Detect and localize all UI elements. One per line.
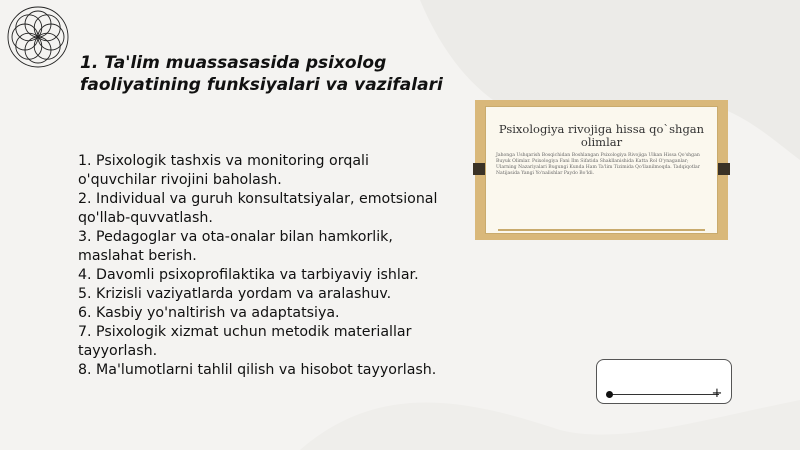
thumbnail-right-tab xyxy=(718,163,730,175)
plus-cross-icon[interactable]: + xyxy=(711,386,723,401)
audio-progress-knob[interactable] xyxy=(606,391,613,398)
thumbnail-paper xyxy=(485,106,718,234)
slide-title: 1. Ta'lim muassasasida psixolog faoliyatining funksiyalari va vazifalari xyxy=(80,53,443,95)
list-item: 1. Psixologik tashxis va monitoring orqali o'quvchilar rivojini baholash. xyxy=(78,153,369,188)
thumbnail-strip xyxy=(498,229,705,231)
function-list xyxy=(78,152,438,380)
audio-progress-track[interactable] xyxy=(609,394,719,395)
list-item: 2. Individual va guruh konsultatsiyalar, emotsional qo'llab-quvvatlash. xyxy=(78,191,438,226)
thumbnail-left-tab xyxy=(473,163,485,175)
list-item: 6. Kasbiy yo'naltirish va adaptatsiya. xyxy=(78,305,340,321)
list-item: 8. Ma'lumotlarni tahlil qilish va hisobot tayyorlash. xyxy=(78,362,437,378)
slide-thumbnail-image xyxy=(475,100,728,240)
audio-player[interactable] xyxy=(596,359,732,404)
thumbnail-title: Psixologiya rivojiga hissa qo`shgan olimlar xyxy=(498,122,705,149)
ornament-logo xyxy=(5,4,71,70)
list-item: 5. Krizisli vaziyatlarda yordam va aralashuv. xyxy=(78,286,392,302)
list-item: 3. Pedagoglar va ota-onalar bilan hamkorlik, maslahat berish. xyxy=(78,229,393,264)
list-item: 4. Davomli psixoprofilaktika va tarbiyaviy ishlar. xyxy=(78,267,419,283)
thumbnail-body-text: Jahonga Ushqarish Bosqichidan Boshlangan Psixologiya Rivojiga Ulkan Hissa Qo'shgan Buyuk Olimlar. Psixologiya Fani Ilm Sifatida Shakllanishida Katta Rol O'ynaganlar; Ularning Nazariyalari Bugungi Kunda Ham Ta'lim Tizimida Qo'llanilmoqda. Tadqiqotlar Natijasida Yangi Yo'nalishlar Paydo Bo'ldi. xyxy=(496,153,700,176)
list-item: 7. Psixologik xizmat uchun metodik materiallar tayyorlash. xyxy=(78,324,412,359)
